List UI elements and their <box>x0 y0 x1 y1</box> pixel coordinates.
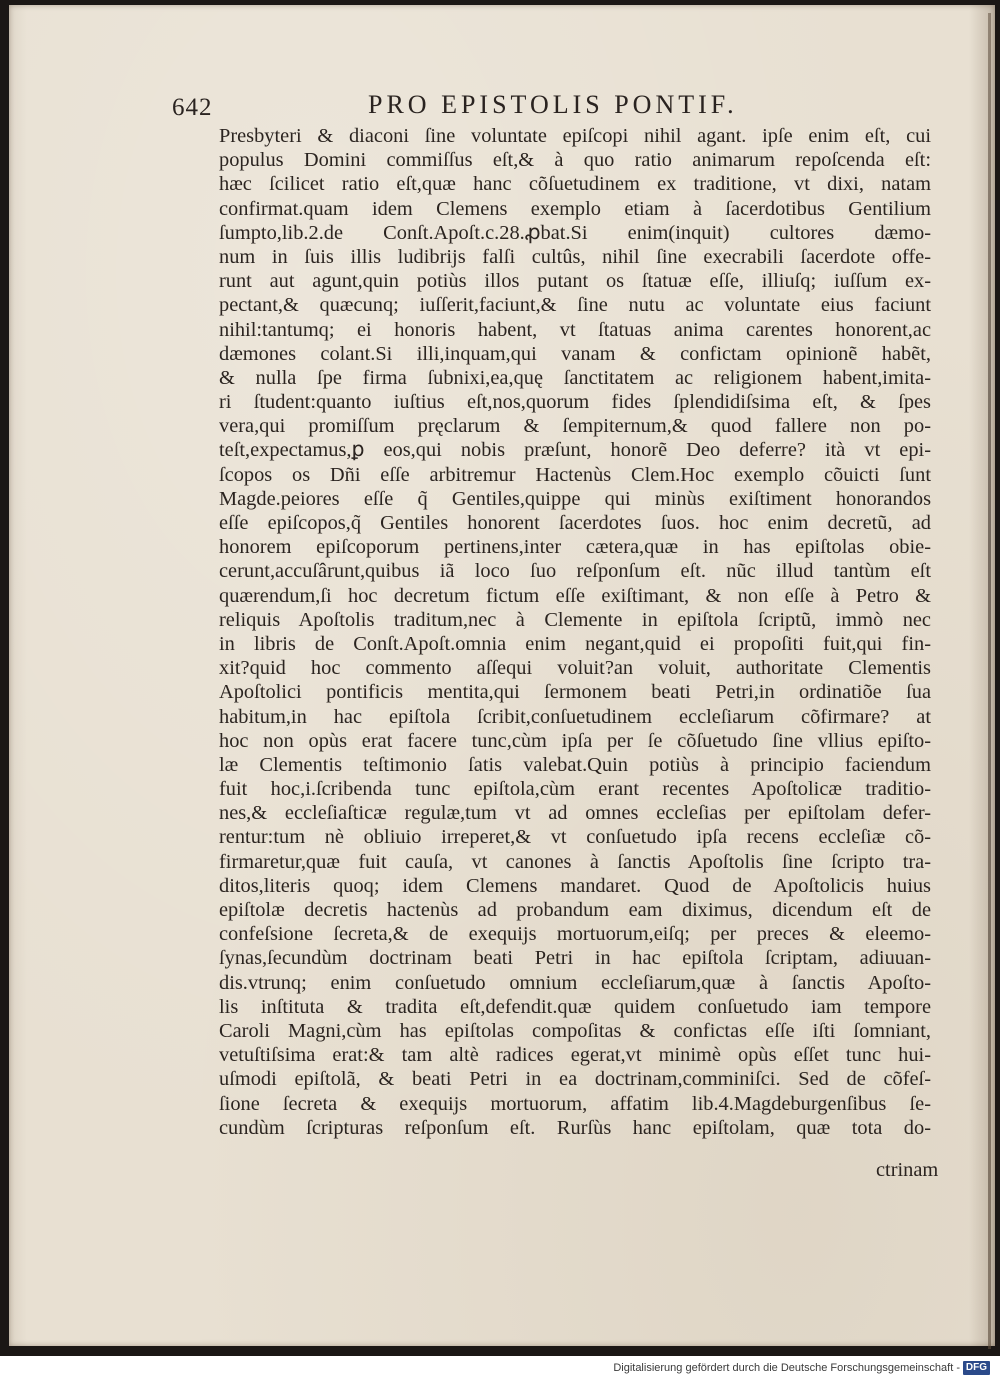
page-header <box>172 90 792 124</box>
text-line: eſſe epiſcopos,q̃ Gentiles honorent ſacerdotes ſuos. hoc enim decretũ, ad <box>219 512 931 534</box>
text-line: ditos,literis quoq; idem Clemens mandaret. Quod de Apoſtolicis huius <box>219 874 931 897</box>
text-line: vera,qui promiſſum pręclarum & ſempiternum,& quod fallere non po- <box>219 415 931 438</box>
text-line: cundùm ſcripturas reſponſum eſt. Rurſùs hanc epiſtolam, quæ tota do- <box>219 1116 931 1139</box>
funding-credit: Digitalisierung gefördert durch die Deutsche Forschungsgemeinschaft - <box>613 1362 960 1374</box>
text-line: firmaretur,quæ fuit cauſa, vt canones à ſanctis Apoſtolis ſine ſcripto tra- <box>219 850 931 873</box>
text-line: uſmodi epiſtolã, & beati Petri in ea doctrinam,comminiſci. Sed de cõfeſ- <box>219 1068 931 1091</box>
text-line: quærendum,ſi hoc decretum fictum eſſe exiſtimant, & non eſſe à Petro & <box>219 584 931 607</box>
text-line: confirmat.quam idem Clemens exemplo etiam à ſacerdotibus Gentilium <box>219 197 931 220</box>
text-line: habitum,in hac epiſtola ſcribit,conſuetudinem eccleſiarum cõfirmare? at <box>219 705 931 728</box>
text-line: xit?quid hoc commento aſſequi voluit?an voluit, authoritate Clementis <box>219 657 931 680</box>
text-line: hæc ſcilicet ratio eſt,quæ hanc cõſuetudinem ex traditione, vt dixi, natam <box>219 173 931 196</box>
text-line: num in ſuis illis ludibrijs falſi cultûs, nihil ſine execrabili ſacerdote offe- <box>219 245 931 268</box>
text-line: populus Domini commiſſus eſt,& à quo ratio animarum repoſcenda eſt: <box>219 149 931 172</box>
page-edge-shadow <box>988 13 991 1349</box>
text-line: pectant,& quæcunq; iuſſerit,faciunt,& ſine nutu ac voluntate eius faciunt <box>219 294 931 317</box>
catchword: ctrinam <box>876 1159 939 1181</box>
text-line: ſione ſecreta & exequijs mortuorum, affatim lib.4.Magdeburgenſibus ſe- <box>219 1092 931 1115</box>
text-line: Caroli Magni,cùm has epiſtolas compoſitas & confictas eſſe iſti ſomniant, <box>219 1019 931 1042</box>
text-line: confeſsione ſecreta,& de exequijs mortuorum,eiſq; per preces & eleemo- <box>219 923 931 946</box>
text-line: vetuſtiſsima erat:& tam altè radices egerat,vt minimè opùs eſſet tunc hui- <box>219 1044 931 1067</box>
text-line: Presbyteri & diaconi ſine voluntate epiſcopi nihil agant. ipſe enim eſt, cui <box>219 125 931 147</box>
text-line: lis inſtituta & tradita eſt,defendit.quæ quidem conſuetudo iam tempore <box>219 995 931 1018</box>
text-line: ſynas,ſecundùm doctrinam beati Petri in hac epiſtola ſcriptam, adiuuan- <box>219 947 931 970</box>
text-line: in libris de Conſt.Apoſt.omnia enim negant,quid ei propoſiti fuit,qui fin- <box>219 632 931 655</box>
text-line: ri ſtudent:quanto iuſtius eſt,nos,quorum fides ſplendidiſsima eſt, & ſpes <box>219 391 931 414</box>
text-line: ſcopos os Dñi eſſe arbitremur Hactenùs Clem.Hoc exemplo cõuicti ſunt <box>219 463 931 486</box>
text-line: rentur:tum nè obliuio irreperet,& vt conſuetudo ipſa recens eccleſiæ cõ- <box>219 826 931 849</box>
text-line: hoc non opùs erat facere tunc,cùm ipſa per ſe cõſuetudo ſine vllius epiſto- <box>219 729 931 752</box>
text-line: & nulla ſpe firma ſubnixi,ea,quę ſanctitatem ac religionem habent,imita- <box>219 366 931 389</box>
body-text <box>219 124 931 1140</box>
text-line: epiſtolæ decretis hactenùs ad probandum eam diximus, dicendum eſt de <box>219 899 931 921</box>
running-head: PRO EPISTOLIS PONTIF. <box>368 90 738 119</box>
page-number: 642 <box>172 94 213 121</box>
text-line: Apoſtolici pontificis mentita,qui ſermonem beati Petri,in ordinatiõe ſua <box>219 681 931 704</box>
text-line: teſt,expectamus,ꝑ eos,qui nobis præſunt, honorẽ Deo deferre? ità vt epi- <box>219 439 931 462</box>
text-line: runt aut agunt,quin potiùs illos putant os ſtatuæ eſſe, illiuſq; iuſſum ex- <box>219 270 931 293</box>
text-line: ſumpto,lib.2.de Conſt.Apoſt.c.28.ꝓbat.Si enim(inquit) cultores dæmo- <box>219 221 931 244</box>
text-line: honorem epiſcoporum pertinens,inter cætera,quæ in has epiſtolas obie- <box>219 536 931 559</box>
text-line: cerunt,accuſârunt,quibus iã loco ſuo reſponſum eſt. nũc illud tantùm eſt <box>219 560 931 583</box>
text-line: nihil:tantumq; ei honoris habent, vt ſtatuas anima carentes honorent,ac <box>219 318 931 341</box>
text-line: læ Clementis teſtimonio ſatis valebat.Quin potiùs à principio faciendum <box>219 753 931 776</box>
text-line: dis.vtrunq; enim conſuetudo omnium eccleſiarum,quæ à ſanctis Apoſto- <box>219 971 931 994</box>
text-line: nes,& eccleſiaſticæ regulæ,tum vt ad omnes eccleſias per epiſtolam defer- <box>219 802 931 825</box>
dfg-logo-icon: DFG <box>963 1361 990 1375</box>
text-line: fuit hoc,i.ſcribenda tunc epiſtola,cùm erant recentes Apoſtolicæ traditio- <box>219 778 931 801</box>
text-line: Magde.peiores eſſe q̃ Gentiles,quippe qui minùs exiſtiment honorandos <box>219 487 931 510</box>
text-line: dæmones colant.Si illi,inquam,qui vanam & confictam opinionẽ habẽt, <box>219 342 931 365</box>
text-line: reliquis Apoſtolis traditum,nec à Clemente in epiſtola ſcriptũ, immò nec <box>219 608 931 631</box>
footer-bar <box>0 1356 1000 1381</box>
